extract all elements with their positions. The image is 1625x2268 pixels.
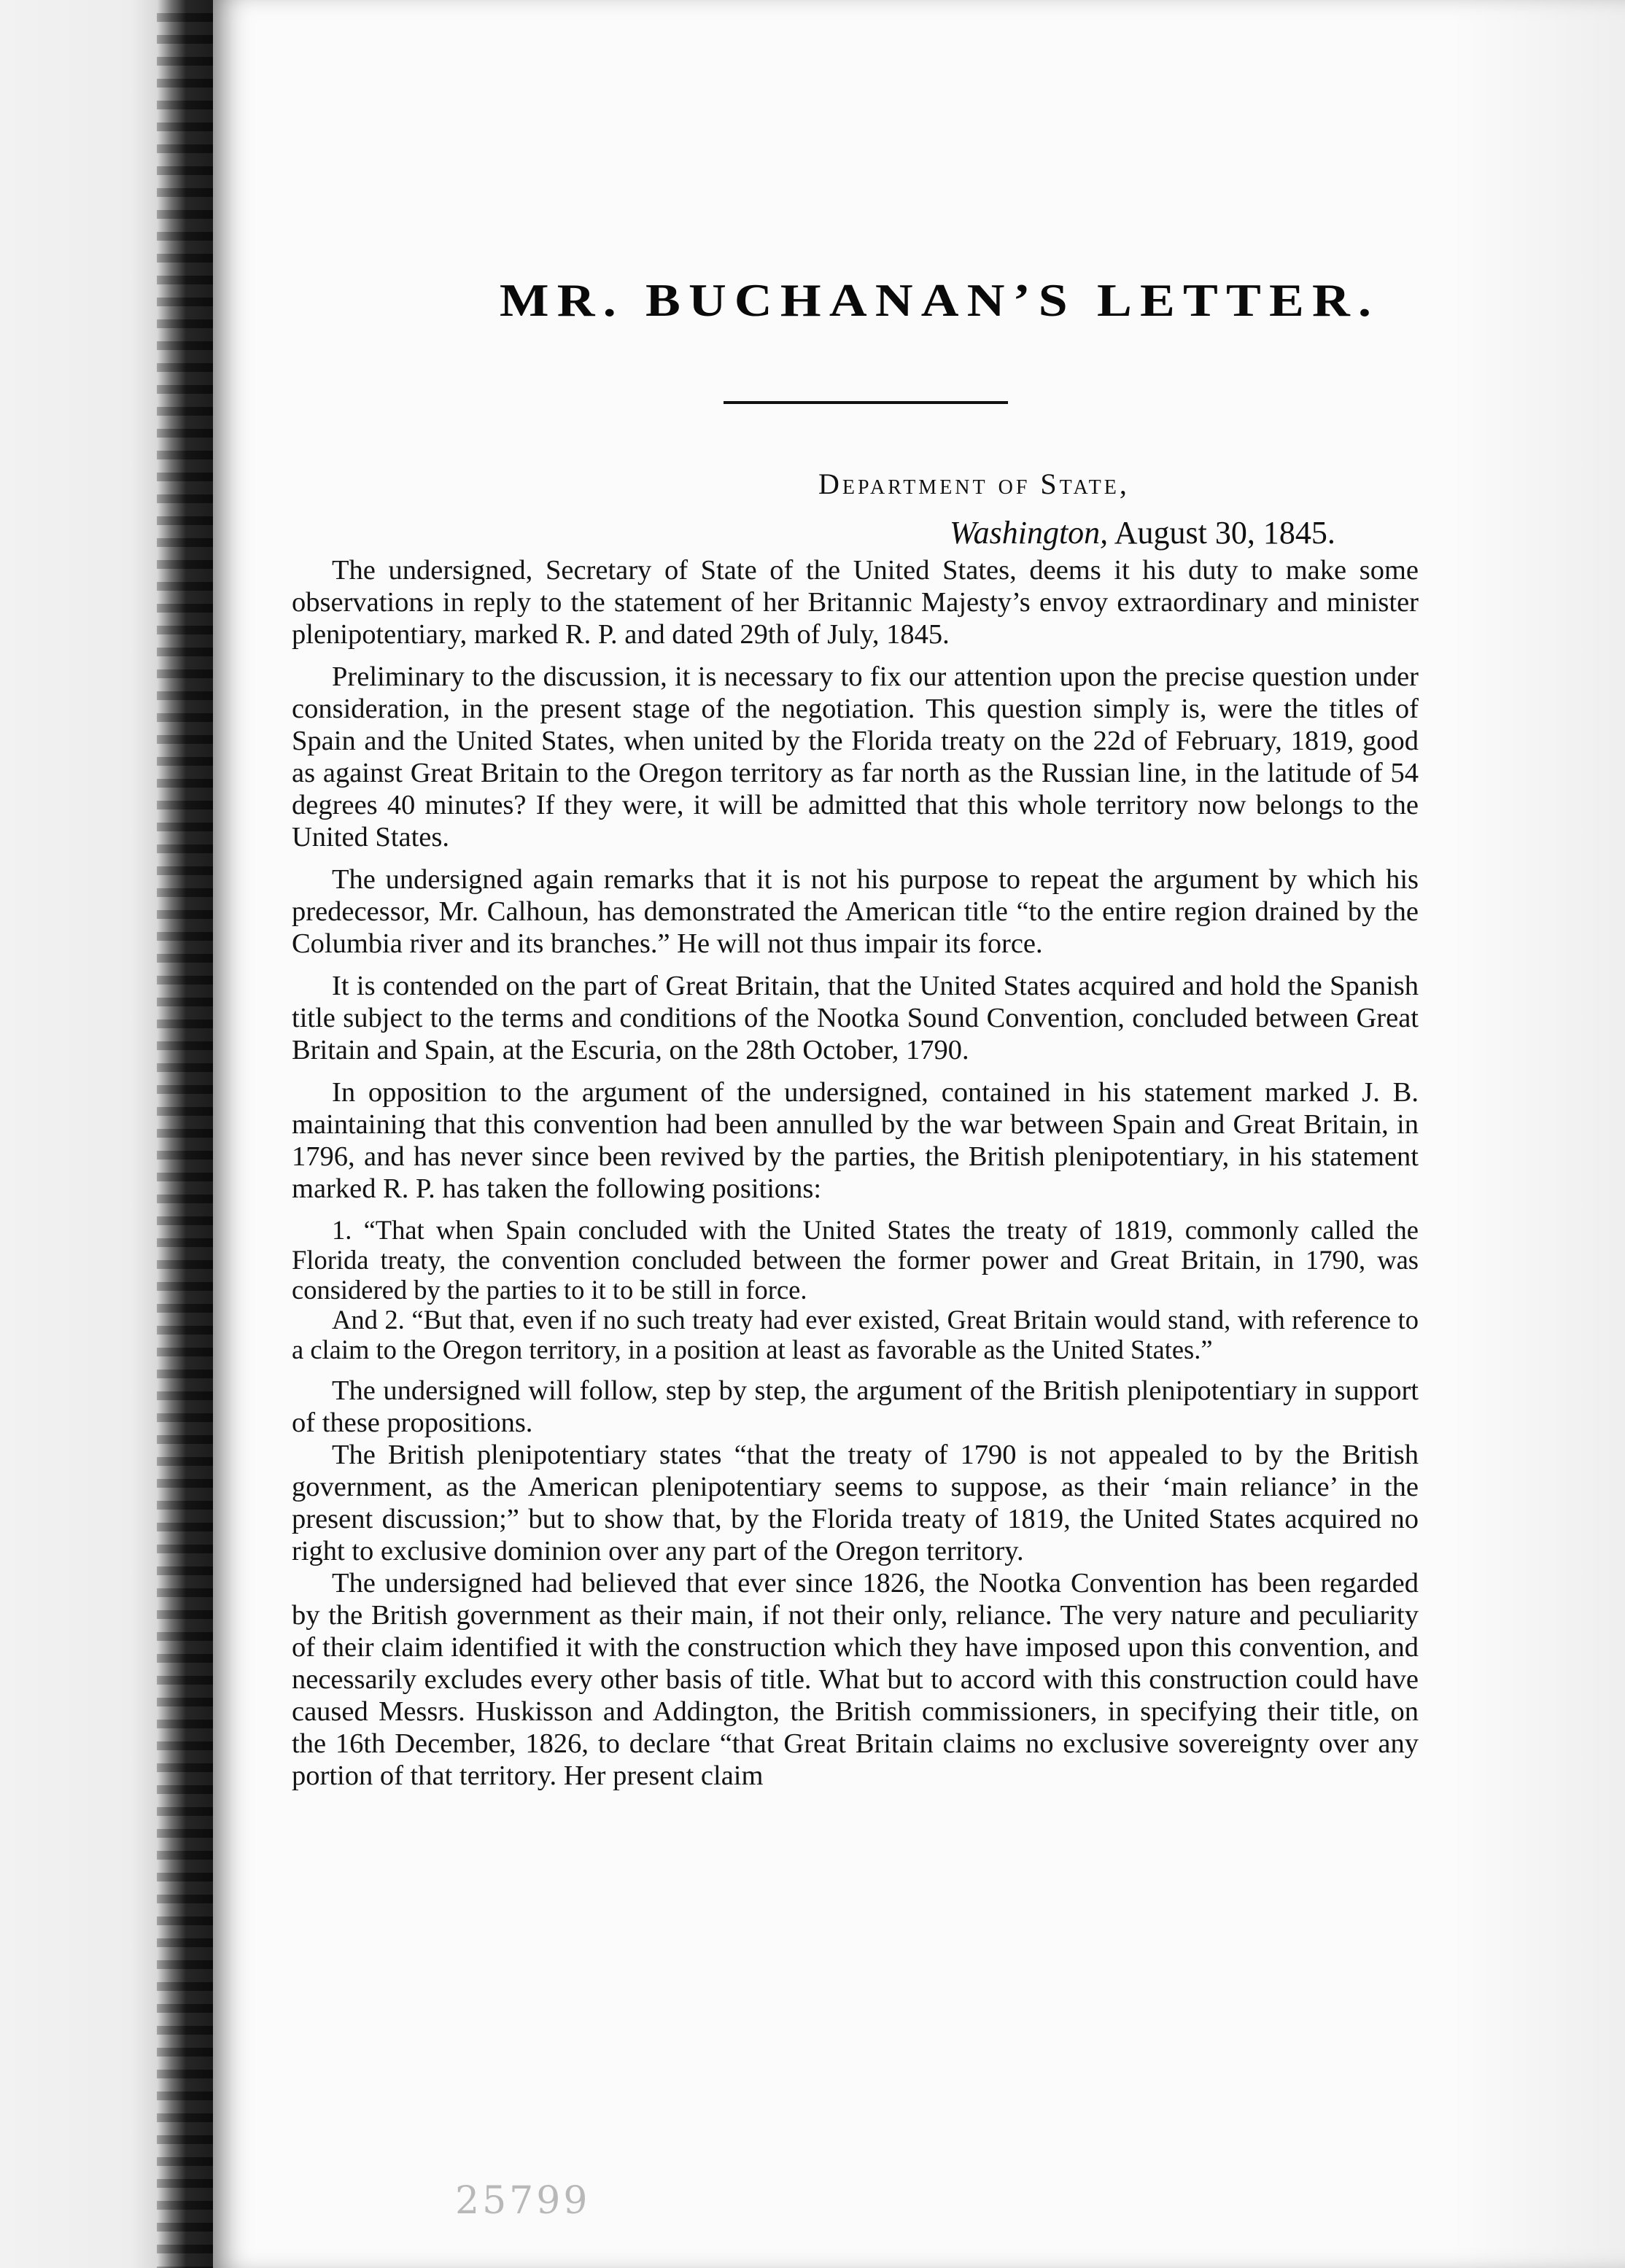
- catalog-number: 25799: [455, 2179, 591, 2223]
- paragraph: Preliminary to the discussion, it is necessary to fix our attention upon the precise question under consideration, in the present stage of the negotiation. This question simply is, were the titles of Spain and the United States, when united by the Florida treaty on the 22d of February, 1819, good as against Great Britain to the Oregon territory as far north as the Russian line, in the latitude of 54 degrees 40 minutes? If they were, it will be admitted that this whole territory now belongs to the United States.: [292, 661, 1419, 853]
- paragraph: The undersigned, Secretary of State of the United States, deems it his duty to make some observations in reply to the statement of her Britannic Majesty’s envoy extraordinary and minister plenipotentiary, marked R. P. and dated 29th of July, 1845.: [292, 555, 1419, 650]
- dateline-date: August 30, 1845.: [1108, 515, 1335, 551]
- paragraph: The undersigned again remarks that it is not his purpose to repeat the argument by which his predecessor, Mr. Calhoun, has demonstrated the American title “to the entire region drained by the Columbia river and its branches.” He will not thus impair its force.: [292, 864, 1419, 959]
- page-edge-shade: [1450, 0, 1625, 2268]
- paragraph: It is contended on the part of Great Britain, that the United States acquired and hold the Spanish title subject to the terms and conditions of the Nootka Sound Convention, concluded between Great Britain and Spain, at the Escuria, on the 28th October, 1790.: [292, 971, 1419, 1065]
- title-rule: [724, 401, 1008, 404]
- paragraph: The undersigned had believed that ever since 1826, the Nootka Convention has been regarded by the British government as their main, if not their only, reliance. The very nature and peculiarity of their claim identified it with the construction which they have imposed upon this convention, and necessarily excludes every other basis of title. What but to accord with this construction could have caused Messrs. Huskisson and Addington, the British commissioners, in specifying their title, on the 16th December, 1826, to declare “that Great Britain claims no exclusive sovereignty over any portion of that territory. Her present claim: [292, 1568, 1419, 1791]
- dateline-place: Washington,: [950, 515, 1109, 551]
- paragraph: In opposition to the argument of the undersigned, contained in his statement marked J. B. maintaining that this convention had been annulled by the war between Spain and Great Britain, in 1796, and has never since been revived by the parties, the British plenipotentiary, in his statement marked R. P. has taken the following positions:: [292, 1077, 1419, 1204]
- page-title: MR. BUCHANAN’S LETTER.: [499, 274, 1380, 326]
- paragraph: The undersigned will follow, step by step, the argument of the British plenipotentiary in support of these propositions.: [292, 1375, 1419, 1438]
- document-page: [213, 0, 1625, 2268]
- letter-body: [292, 554, 1419, 1792]
- quoted-position: And 2. “But that, even if no such treaty had ever existed, Great Britain would stand, with reference to a claim to the Oregon territory, in a position at least as favorable as the United States.”: [292, 1305, 1419, 1364]
- paragraph: The British plenipotentiary states “that the treaty of 1790 is not appealed to by the British government, as the American plenipotentiary seems to suppose, as their ‘main reliance’ in the present discussion;” but to show that, by the Florida treaty of 1819, the United States acquired no right to exclusive dominion over any part of the Oregon territory.: [292, 1440, 1419, 1566]
- department-heading: Department of State,: [818, 467, 1130, 500]
- quoted-position: 1. “That when Spain concluded with the United States the treaty of 1819, commonly called the Florida treaty, the convention concluded between the former power and Great Britain, in 1790, was considered by the parties to it to be still in force.: [292, 1215, 1419, 1305]
- dateline: [950, 514, 1335, 551]
